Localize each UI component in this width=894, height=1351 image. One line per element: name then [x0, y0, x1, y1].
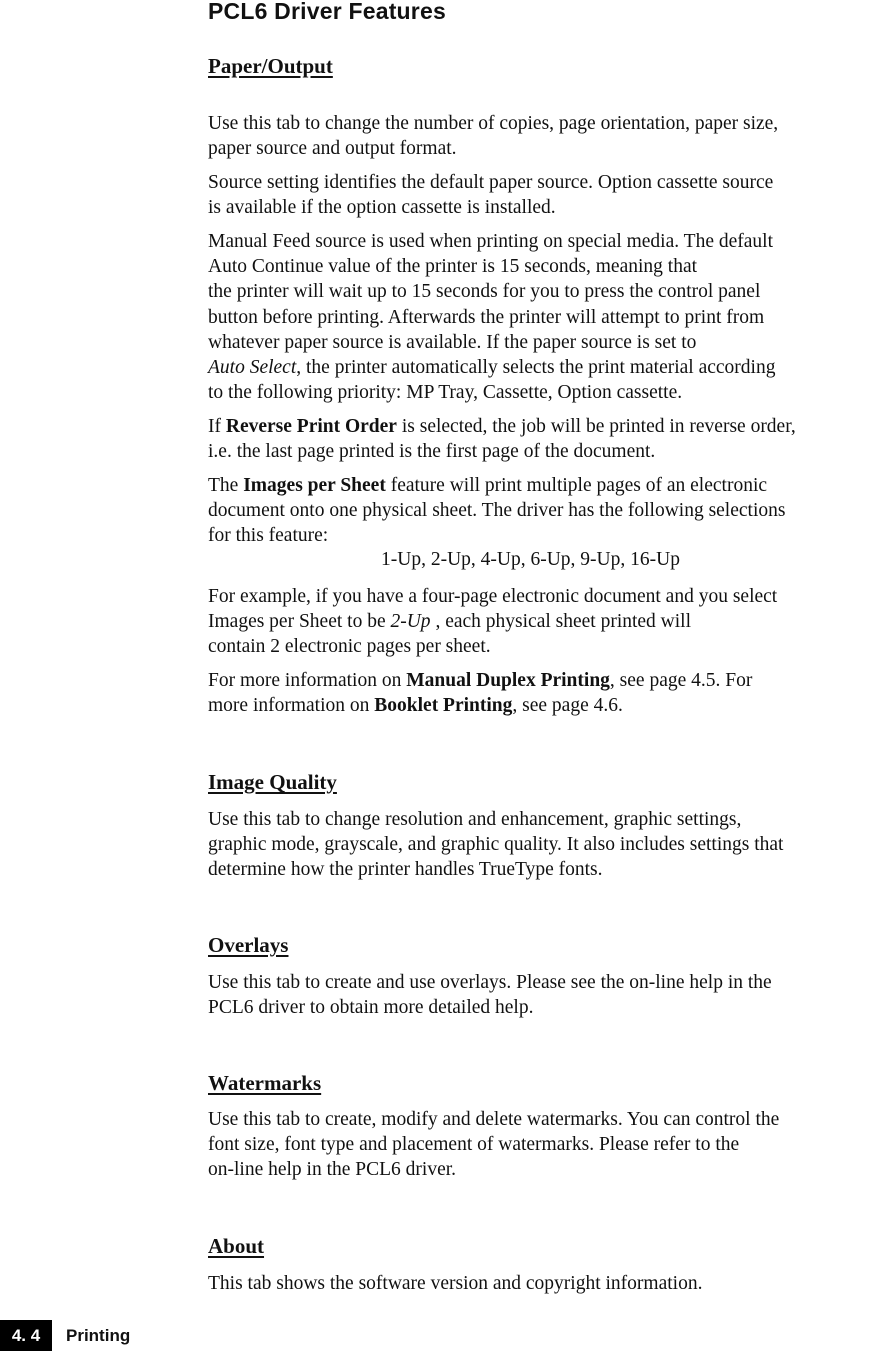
text-line: Manual Feed source is used when printing on special media. The default — [208, 231, 773, 252]
paragraph-watermarks — [208, 1107, 894, 1183]
text-line: Use this tab to change resolution and enhancement, graphic settings, — [208, 809, 742, 830]
text-fragment: , see page 4.5. For — [609, 670, 753, 691]
text-line: button before printing. Afterwards the printer will attempt to print from — [208, 306, 765, 328]
text-line: Use this tab to create, modify and delete watermarks. You can control the — [208, 1109, 780, 1130]
text-fragment: is selected, the job will be printed in reverse order, — [396, 416, 796, 437]
text-fragment: , each physical sheet printed will — [430, 611, 692, 633]
text-line: on-line help in the PCL6 driver. — [208, 1159, 457, 1181]
text-line: font size, font type and placement of watermarks. Please refer to the — [208, 1134, 740, 1156]
page-number-badge: 4. 4 — [0, 1320, 52, 1351]
images-per-sheet-term: Images per Sheet — [243, 475, 386, 496]
text-line: to the following priority: MP Tray, Cassette, Option cassette. — [208, 382, 683, 404]
text-line: contain 2 electronic pages per sheet. — [208, 636, 491, 658]
heading-about: About — [208, 1234, 265, 1258]
images-per-sheet-options: 1-Up, 2-Up, 4-Up, 6-Up, 9-Up, 16-Up — [381, 549, 680, 570]
paragraph-about — [208, 1271, 894, 1296]
text-fragment: The — [208, 475, 244, 496]
text-line: is available if the option cassette is installed. — [208, 197, 556, 219]
text-line: determine how the printer handles TrueType fonts. — [208, 859, 603, 881]
text-line: document onto one physical sheet. The driver has the following selections — [208, 500, 786, 522]
booklet-printing-term: Booklet Printing — [374, 695, 513, 717]
paragraph-overlays — [208, 970, 894, 1020]
paragraph-paper-output-intro — [208, 111, 894, 161]
paragraph-image-quality — [208, 807, 894, 883]
text-line: For example, if you have a four-page electronic document and you select — [208, 586, 778, 607]
paragraph-example — [208, 584, 894, 660]
text-line: Source setting identifies the default paper source. Option cassette source — [208, 172, 774, 193]
text-line: for this feature: — [208, 525, 329, 547]
text-fragment: For more information on — [208, 670, 407, 691]
heading-paper-output: Paper/Output — [208, 54, 333, 78]
text-line: paper source and output format. — [208, 138, 457, 160]
paragraph-source-setting — [208, 170, 894, 220]
heading-image-quality: Image Quality — [208, 770, 337, 794]
two-up-term: 2-Up — [390, 611, 431, 633]
auto-select-term: Auto Select — [208, 357, 297, 379]
text-line: Auto Continue value of the printer is 15 seconds, meaning that — [208, 256, 698, 278]
text-line: This tab shows the software version and copyright information. — [208, 1273, 703, 1294]
text-fragment: If — [208, 416, 226, 437]
text-fragment: more information on — [208, 695, 375, 717]
paragraph-manual-feed — [208, 229, 894, 405]
text-line: Use this tab to change the number of copies, page orientation, paper size, — [208, 113, 779, 134]
heading-watermarks: Watermarks — [208, 1071, 322, 1095]
text-line: the printer will wait up to 15 seconds for you to press the control panel — [208, 281, 761, 303]
text-line: PCL6 driver to obtain more detailed help. — [208, 997, 534, 1019]
paragraph-reverse-print-order — [208, 414, 894, 464]
reverse-print-order-term: Reverse Print Order — [225, 416, 397, 437]
text-fragment: , see page 4.6. — [512, 695, 623, 717]
heading-overlays: Overlays — [208, 933, 289, 957]
manual-duplex-printing-term: Manual Duplex Printing — [406, 670, 610, 691]
text-line: graphic mode, grayscale, and graphic quality. It also includes settings that — [208, 834, 784, 856]
text-fragment: Images per Sheet to be — [208, 611, 391, 633]
text-line: Use this tab to create and use overlays. Please see the on-line help in the — [208, 972, 772, 993]
text-fragment: feature will print multiple pages of an electronic — [385, 475, 768, 496]
page-title: PCL6 Driver Features — [208, 0, 446, 24]
paragraph-images-per-sheet — [208, 473, 894, 549]
text-line: , the printer automatically selects the print material according — [296, 357, 776, 379]
paragraph-more-information — [208, 668, 894, 718]
text-line: whatever paper source is available. If the paper source is set to — [208, 331, 697, 353]
footer-section-label: Printing — [66, 1326, 131, 1345]
text-line: i.e. the last page printed is the first page of the document. — [208, 441, 656, 463]
